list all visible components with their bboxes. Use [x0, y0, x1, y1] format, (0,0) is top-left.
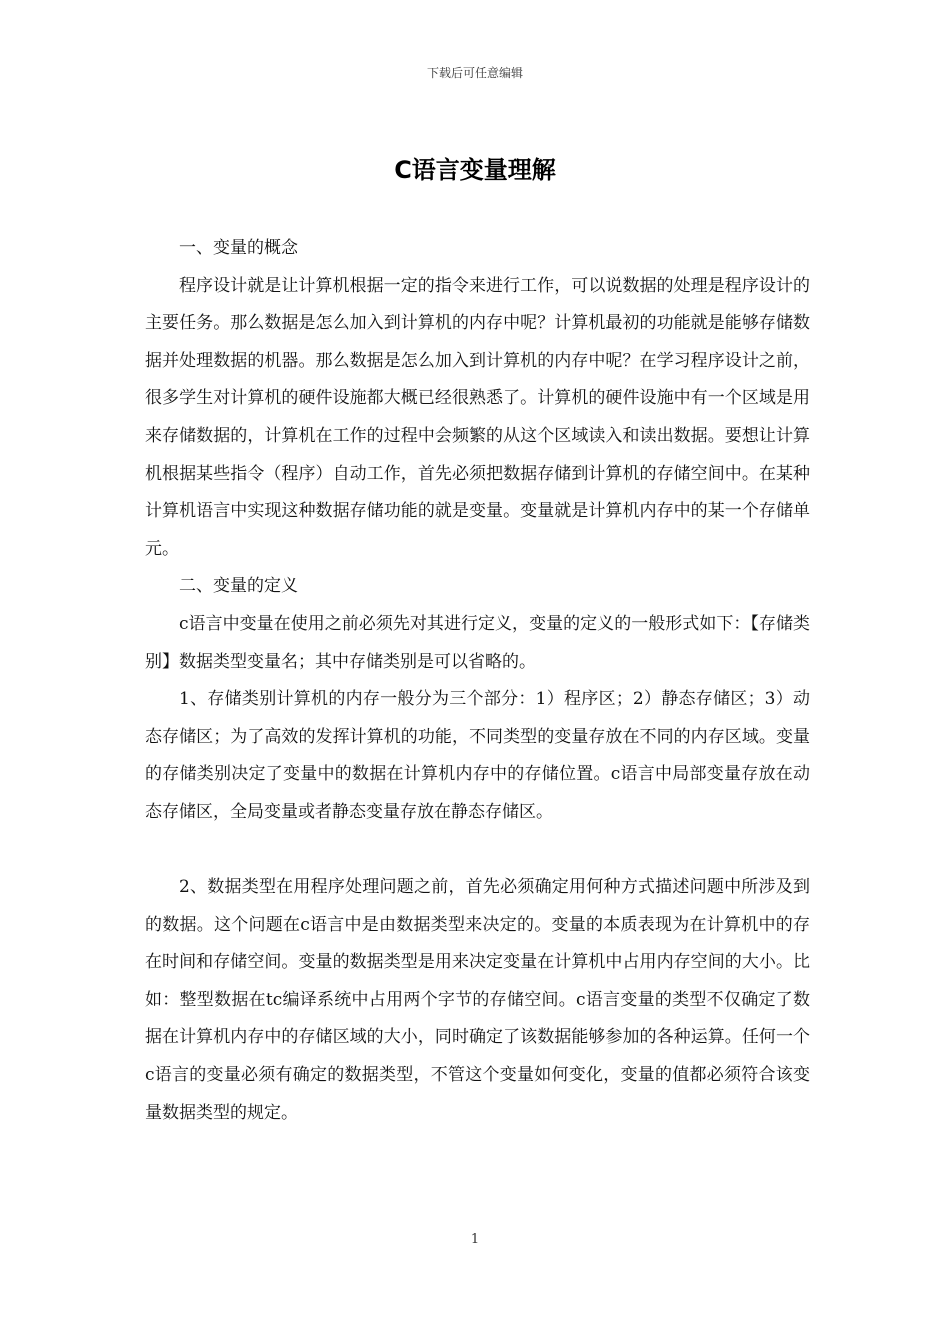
section-heading-definition: 二、变量的定义 [179, 576, 298, 597]
paragraph-definition: c语言中变量在使用之前必须先对其进行定义，变量的定义的一般形式如下：【存储类别】数据类型变量名；其中存储类别是可以省略的。 [145, 613, 810, 672]
document-title: C语言变量理解 [394, 156, 556, 184]
paragraph-concept: 程序设计就是让计算机根据一定的指令来进行工作，可以说数据的处理是程序设计的主要任务。那么数据是怎么加入到计算机的内存中呢？计算机最初的功能就是能够存储数据并处理数据的机器。那么数据是怎么加入到计算机的内存中呢？在学习程序设计之前，很多学生对计算机的硬件设施都大概已经很熟悉了。计算机的硬件设施中有一个区域是用来存储数据的，计算机在工作的过程中会频繁的从这个区域读入和读出数据。要想让计算机根据某些指令（程序）自动工作，首先必须把数据存储到计算机的存储空间中。在某种计算机语言中实现这种数据存储功能的就是变量。变量就是计算机内存中的某一个存储单元。 [145, 275, 810, 559]
paragraph-storage-class: 1、存储类别计算机的内存一般分为三个部分：1）程序区；2）静态存储区；3）动态存储区；为了高效的发挥计算机的功能，不同类型的变量存放在不同的内存区域。变量的存储类别决定了变量中的数据在计算机内存中的存储位置。c语言中局部变量存放在动态存储区，全局变量或者静态变量存放在静态存储区。 [145, 689, 810, 822]
paragraph-data-type: 2、数据类型在用程序处理问题之前，首先必须确定用何种方式描述问题中所涉及到的数据。这个问题在c语言中是由数据类型来决定的。变量的本质表现为在计算机中的存在时间和存储空间。变量的数据类型是用来决定变量在计算机中占用内存空间的大小。比如：整型数据在tc编译系统中占用两个字节的存储空间。c语言变量的类型不仅确定了数据在计算机内存中的存储区域的大小，同时确定了该数据能够参加的各种运算。任何一个c语言的变量必须有确定的数据类型，不管这个变量如何变化，变量的值都必须符合该变量数据类型的规定。 [145, 877, 810, 1123]
section-heading-concept: 一、变量的概念 [179, 238, 298, 258]
document-body [145, 230, 810, 1132]
page-number: 1 [470, 1232, 480, 1247]
page-header: 下载后可任意编辑 [426, 66, 523, 80]
